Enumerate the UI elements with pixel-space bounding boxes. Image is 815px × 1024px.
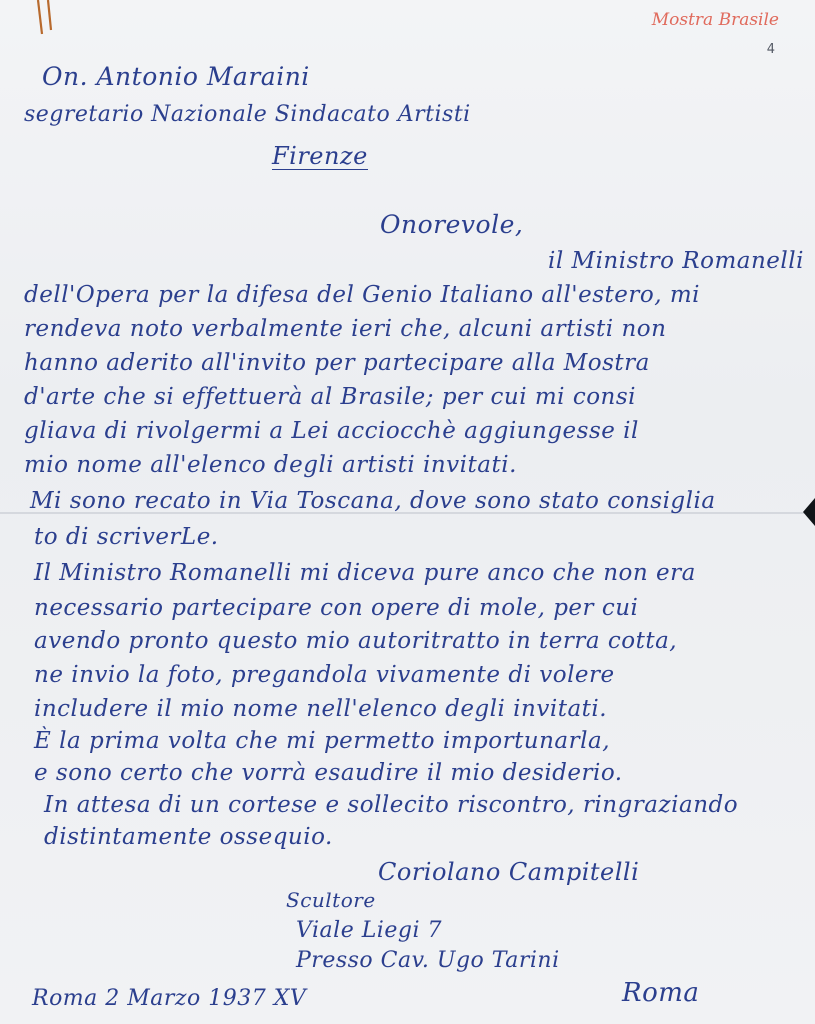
signature-address-line-1: Viale Liegi 7: [296, 918, 442, 943]
body-line: e sono certo che vorrà esaudire il mio desiderio.: [34, 760, 623, 786]
body-line: ne invio la foto, pregandola vivamente di volere: [34, 662, 615, 688]
body-line: includere il mio nome nell'elenco degli invitati.: [34, 696, 608, 722]
body-line: mio nome all'elenco degli artisti invitati.: [24, 452, 517, 478]
body-line: d'arte che si effettuerà al Brasile; per cui mi consi: [24, 384, 637, 410]
body-line: hanno aderito all'invito per partecipare alla Mostra: [24, 350, 650, 376]
body-line: In attesa di un cortese e sollecito riscontro, ringraziando: [44, 792, 739, 818]
recipient-city: Firenze: [272, 142, 368, 170]
signature-role: Scultore: [286, 888, 376, 912]
body-line: avendo pronto questo mio autoritratto in terra cotta,: [34, 628, 678, 654]
corner-clip: [803, 498, 815, 526]
date-line: Roma 2 Marzo 1937 XV: [32, 986, 307, 1011]
body-line: to di scriverLe.: [34, 524, 219, 550]
body-line: Il Ministro Romanelli mi diceva pure anco che non era: [34, 560, 696, 586]
body-line: il Ministro Romanelli: [548, 248, 804, 274]
body-line: Mi sono recato in Via Toscana, dove sono stato consiglia: [30, 488, 716, 514]
body-line: rendeva noto verbalmente ieri che, alcuni artisti non: [24, 316, 667, 342]
salutation: Onorevole,: [380, 210, 524, 239]
body-line: gliava di rivolgermi a Lei acciocchè aggiungesse il: [24, 418, 639, 444]
body-line: dell'Opera per la difesa del Genio Italiano all'estero, mi: [24, 282, 701, 308]
recipient-name: On. Antonio Maraini: [42, 62, 310, 91]
signature-name: Coriolano Campitelli: [378, 858, 640, 886]
staple-mark: [32, 0, 62, 38]
signature-address-line-2: Presso Cav. Ugo Tarini: [296, 948, 560, 973]
red-annotation: Mostra Brasile: [651, 10, 779, 30]
signature-city: Roma: [622, 978, 700, 1008]
body-line: distintamente ossequio.: [44, 824, 333, 850]
body-line: necessario partecipare con opere di mole, per cui: [34, 595, 639, 621]
page-number: 4: [766, 42, 775, 57]
body-line: È la prima volta che mi permetto importunarla,: [34, 728, 611, 754]
recipient-title: segretario Nazionale Sindacato Artisti: [24, 102, 471, 127]
